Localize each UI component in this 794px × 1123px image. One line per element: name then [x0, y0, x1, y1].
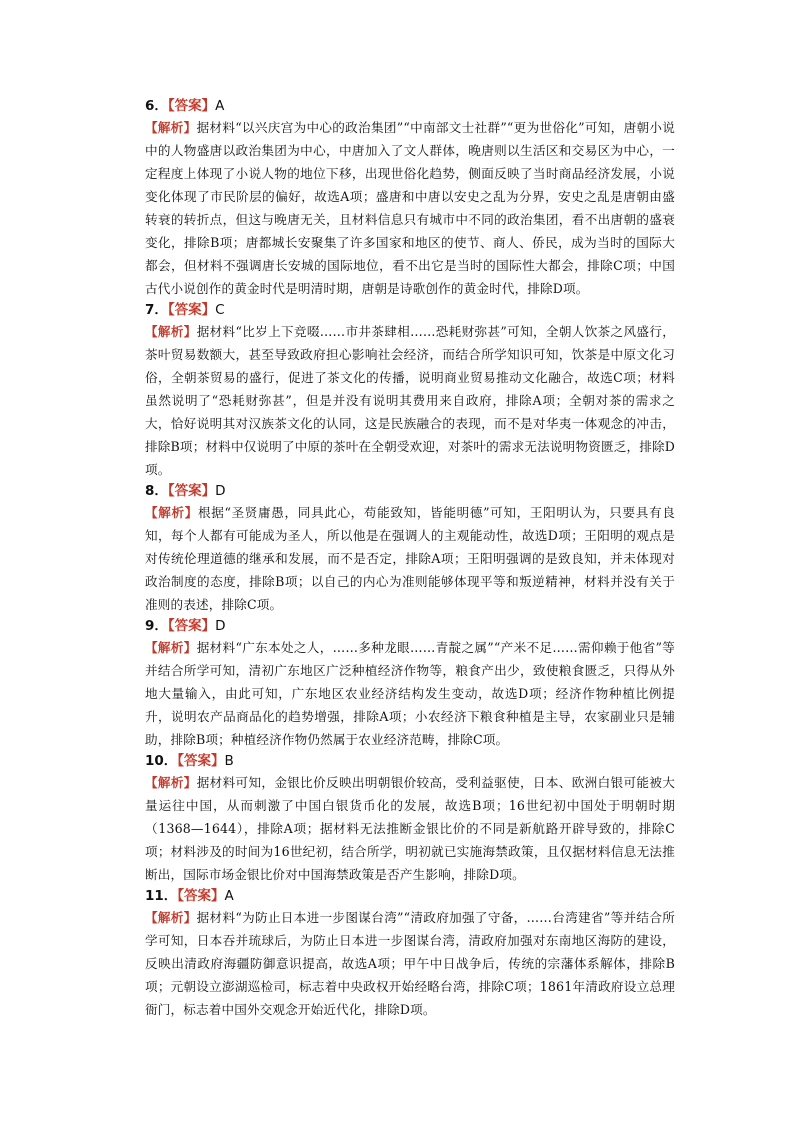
explanation-text: 据材料“为防止日本进一步图谋台湾”“清政府加强了守备，……台湾建省”等并结合所学可知，日本吞并琉球后，为防止日本进一步图谋台湾，清政府加强对东南地区海防的建设，反映出清政府海疆防御意识提高，故选A项；甲午中日战争后，传统的宗藩体系解体，排除B项；元朝设立澎湖巡检司，标志着中央政权开始经略台湾，排除C项；1861年清政府设立总理衙门，标志着中国外交观念开始近代化，排除D项。 — [145, 910, 675, 1017]
question-item-9 — [145, 616, 675, 751]
answer-line — [145, 751, 675, 771]
question-number: 9． — [145, 618, 168, 634]
answer-tag: 【答案】 — [167, 302, 216, 318]
answer-tag: 【答案】 — [177, 753, 225, 769]
explanation-text: 据材料“比岁上下竞啜……市井茶肆相……恐耗财弥甚”可知，全朝人饮茶之风盛行，茶叶贸易数额大，甚至导致政府担心影响社会经济，而结合所学知识可知，饮茶是中原文化习俗，全朝茶贸易的盛行，促进了茶文化的传播，说明商业贸易推动文化融合，故选C项；材料虽然说明了“恐耗财弥甚”，但是并没有说明其费用来自政府，排除A项；全朝对茶的需求之大，恰好说明其对汉族茶文化的认同，这是民族融合的表现，而不是对华夷一体观念的冲击，排除B项；材料中仅说明了中原的茶叶在全朝受欢迎，对茶叶的需求无法说明物资匮乏，排除D项。 — [145, 324, 675, 477]
answer-tag: 【答案】 — [177, 888, 225, 904]
answer-tag: 【答案】 — [167, 98, 216, 114]
answer-value: C — [215, 302, 225, 318]
explanation-paragraph — [145, 501, 675, 616]
question-item-10 — [145, 751, 675, 886]
explanation-text: 据材料可知，金银比价反映出明朝银价较高，受利益驱使，日本、欧洲白银可能被大量运往中国，从而刺激了中国白银货币化的发展，故选B项；16世纪初中国处于明朝时期（1368—1644），排除A项；据材料无法推断金银比价的不同是新航路开辟导致的，排除C项；材料涉及的时间为16世纪初，结合所学，明初就已实施海禁政策，且仅据材料信息无法推断出，国际市场金银比价对中国海禁政策是否产生影响，排除D项。 — [145, 775, 675, 882]
question-item-7 — [145, 300, 675, 481]
answer-line — [145, 616, 675, 636]
answer-value: A — [215, 98, 225, 114]
explain-tag: 【解析】 — [145, 505, 198, 520]
answer-line — [145, 300, 675, 320]
answer-value: B — [224, 753, 234, 769]
answer-line — [145, 886, 675, 906]
explanation-paragraph — [145, 320, 675, 481]
explain-tag: 【解析】 — [145, 324, 197, 339]
question-number: 7． — [145, 302, 168, 318]
explain-tag: 【解析】 — [145, 775, 197, 790]
explain-tag: 【解析】 — [145, 120, 197, 135]
question-number: 10． — [145, 753, 178, 769]
question-item-11 — [145, 886, 675, 1021]
explanation-paragraph — [145, 771, 675, 886]
answer-tag: 【答案】 — [167, 483, 216, 499]
explanation-paragraph — [145, 116, 675, 300]
answer-value: D — [215, 618, 226, 634]
question-number: 6． — [145, 98, 168, 114]
answer-value: D — [215, 483, 226, 499]
question-number: 8． — [145, 483, 168, 499]
explanation-text: 据材料“以兴庆宫为中心的政治集团”“中南部文士社群”“更为世俗化”可知，唐朝小说中的人物盛唐以政治集团为中心，中唐加入了文人群体，晚唐则以生活区和交易区为中心，一定程度上体现了小说人物的地位下移，出现世俗化趋势，侧面反映了当时商品经济发展，小说变化体现了市民阶层的偏好，故选A项；盛唐和中唐以安史之乱为分界，安史之乱是唐朝由盛转衰的转折点，但这与晚唐无关，且材料信息只有城市中不同的政治集团，看不出唐朝的盛衰变化，排除B项；唐都城长安聚集了许多国家和地区的使节、商人、侨民，成为当时的国际大都会，但材料不强调唐长安城的国际地位，看不出它是当时的国际性大都会，排除C项；中国古代小说创作的黄金时代是明清时期，唐朝是诗歌创作的黄金时代，排除D项。 — [145, 120, 675, 296]
question-number: 11． — [145, 888, 178, 904]
answer-tag: 【答案】 — [167, 618, 216, 634]
explain-tag: 【解析】 — [145, 640, 197, 655]
explanation-text: 据材料“广东本处之人，……多种龙眼……青靛之属”“产米不足……需仰赖于他省”等并结合所学可知，清初广东地区广泛种植经济作物等，粮食产出少，致使粮食匮乏，只得从外地大量输入，由此可知，广东地区农业经济结构发生变动，故选D项；经济作物种植比例提升，说明农产品商品化的趋势增强，排除A项；小农经济下粮食种植是主导，农家副业只是辅助，排除B项；种植经济作物仍然属于农业经济范畴，排除C项。 — [145, 640, 675, 747]
answer-line — [145, 481, 675, 501]
answer-value: A — [224, 888, 234, 904]
question-item-8 — [145, 481, 675, 616]
explanation-paragraph — [145, 636, 675, 751]
explain-tag: 【解析】 — [145, 910, 197, 925]
explanation-paragraph — [145, 906, 675, 1021]
answer-sheet — [145, 96, 675, 1021]
explanation-text: 根据“圣贤庸愚，同具此心，苟能致知，皆能明德”可知，王阳明认为，只要具有良知，每个人都有可能成为圣人，所以他是在强调人的主观能动性，故选D项；王阳明的观点是对传统伦理道德的继承和发展，而不是否定，排除A项；王阳明强调的是致良知，并未体现对政治制度的态度，排除B项；以自己的内心为准则能够体现平等和叛逆精神，材料并没有关于准则的表述，排除C项。 — [145, 505, 675, 612]
question-item-6 — [145, 96, 675, 300]
answer-line — [145, 96, 675, 116]
